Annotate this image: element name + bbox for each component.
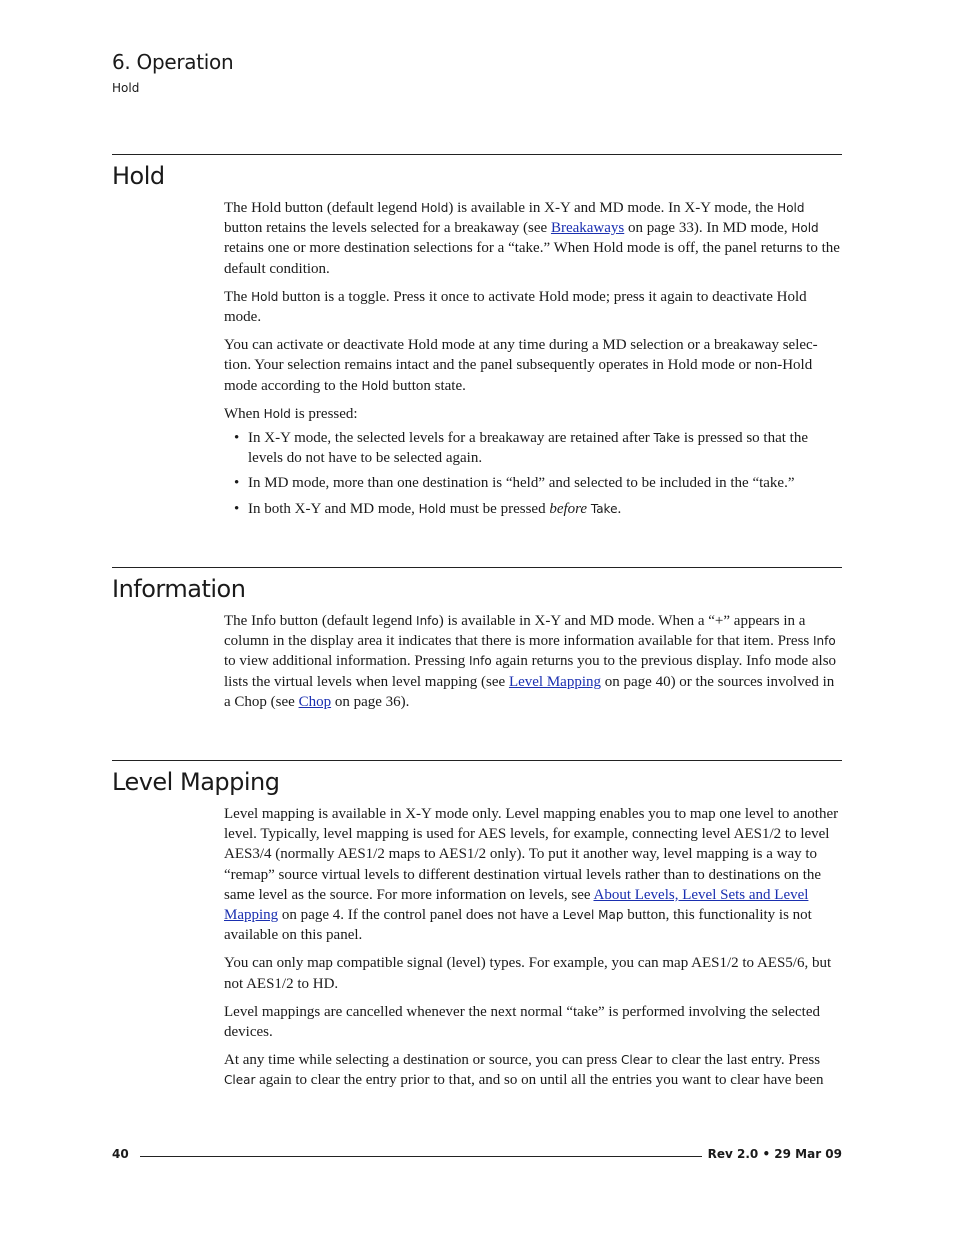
level-mapping-paragraph-3: Level mappings are cancelled whenever the next normal “take” is performed involving the selected devices. bbox=[224, 1003, 821, 1041]
hold-bullet-list bbox=[224, 428, 842, 519]
ui-term: Take bbox=[653, 431, 681, 446]
hold-paragraph-3: You can activate or deactivate Hold mode at any time during a MD selection or a breakaway selec-tion. Your selection remains intact and the panel subsequently operates in Hold mode or non-Hold mode according to the Hold button state. bbox=[224, 337, 818, 394]
information-section-body bbox=[224, 611, 842, 720]
level-mapping-paragraph-4: At any time while selecting a destination or source, you can press Clear to clear the last entry. Press Clear again to clear the entry prior to that, and so on until all the entries you want to clear have been bbox=[224, 1052, 824, 1089]
chapter-heading: 6. Operation bbox=[112, 50, 234, 74]
section-divider bbox=[112, 154, 842, 155]
chop-link[interactable]: Chop bbox=[298, 693, 332, 710]
information-heading: Information bbox=[112, 575, 246, 603]
hold-paragraph-1: The Hold button (default legend Hold) is available in X-Y and MD mode. In X-Y mode, the Hold button retains the levels selected for a breakaway (see Breakaways on page 33). In MD mode, Hold retains one or more destination selections for a “take.” When Hold mode is off, the panel returns to the default condition. bbox=[224, 200, 840, 277]
ui-term: Hold bbox=[421, 201, 449, 215]
ui-term: Clear bbox=[224, 1073, 256, 1088]
ui-term: Info bbox=[813, 634, 836, 649]
about-levels-link[interactable]: About Levels, Level Sets and Level Mapping bbox=[224, 886, 809, 924]
level-mapping-section-body bbox=[224, 804, 842, 1099]
information-paragraph-1: The Info button (default legend Info) is available in X-Y and MD mode. When a “+” appears in a column in the display area it indicates that there is more information available for that item. Press Info to view additional information. Pressing Info again returns you to the previous display. Info mode also lists the virtual levels when level mapping (see Level Mapping on page 40) or the sources involved in a Chop (see Chop on page 36). bbox=[224, 613, 837, 710]
section-running-head: Hold bbox=[112, 81, 140, 95]
section-divider bbox=[112, 567, 842, 568]
level-mapping-heading: Level Mapping bbox=[112, 768, 280, 796]
section-divider bbox=[112, 760, 842, 761]
ui-term: Hold bbox=[251, 289, 279, 304]
ui-term: Take bbox=[590, 501, 618, 516]
ui-term: Info bbox=[416, 614, 439, 628]
revision-label: Rev 2.0 • 29 Mar 09 bbox=[707, 1147, 842, 1161]
list-item: • In both X-Y and MD mode, Hold must be pressed before Take. bbox=[224, 499, 842, 519]
ui-term: Hold bbox=[361, 378, 389, 393]
hold-section-body bbox=[224, 198, 842, 524]
hold-paragraph-2: The Hold button is a toggle. Press it once to activate Hold mode; press it again to deactivate Hold mode. bbox=[224, 288, 807, 326]
list-item: • In MD mode, more than one destination is “held” and selected to be included in the “take.” bbox=[224, 473, 842, 493]
level-mapping-link[interactable]: Level Mapping bbox=[508, 673, 601, 690]
ui-term: Info bbox=[468, 654, 492, 669]
breakaways-link[interactable]: Breakaways bbox=[550, 220, 625, 237]
ui-term: Hold bbox=[263, 406, 291, 421]
hold-paragraph-4: When Hold is pressed: bbox=[224, 405, 358, 422]
footer-rule bbox=[140, 1156, 702, 1157]
ui-term: Hold bbox=[418, 501, 446, 516]
ui-term: Hold bbox=[777, 201, 805, 215]
level-mapping-paragraph-2: You can only map compatible signal (level) types. For example, you can map AES1/2 to AES5/6, but not AES1/2 to HD. bbox=[224, 955, 832, 992]
hold-heading: Hold bbox=[112, 162, 165, 190]
ui-term: Clear bbox=[620, 1053, 653, 1068]
level-mapping-paragraph-1: Level mapping is available in X-Y mode only. Level mapping enables you to map one level to another level. Typically, level mapping is used for AES levels, for example, connecting level AES1/2 to level AES3/4 (normally AES1/2 maps to AES1/2 only). To put it another way, level mapping is a way to “remap” source virtual levels to different destination virtual levels rather than to destinations on the same level as the source. For more information on levels, see About Levels, Level Sets and Level Mapping on page 4. If the control panel does not have a Level Map button, this functionality is not available on this panel. bbox=[224, 806, 839, 944]
ui-term: Hold bbox=[791, 221, 819, 236]
ui-term: Level Map bbox=[562, 908, 624, 923]
emphasis: before bbox=[549, 500, 588, 517]
page-number: 40 bbox=[112, 1147, 129, 1161]
list-item: • In X-Y mode, the selected levels for a breakaway are retained after Take is pressed so that the levels do not have to be selected again. bbox=[224, 428, 842, 468]
